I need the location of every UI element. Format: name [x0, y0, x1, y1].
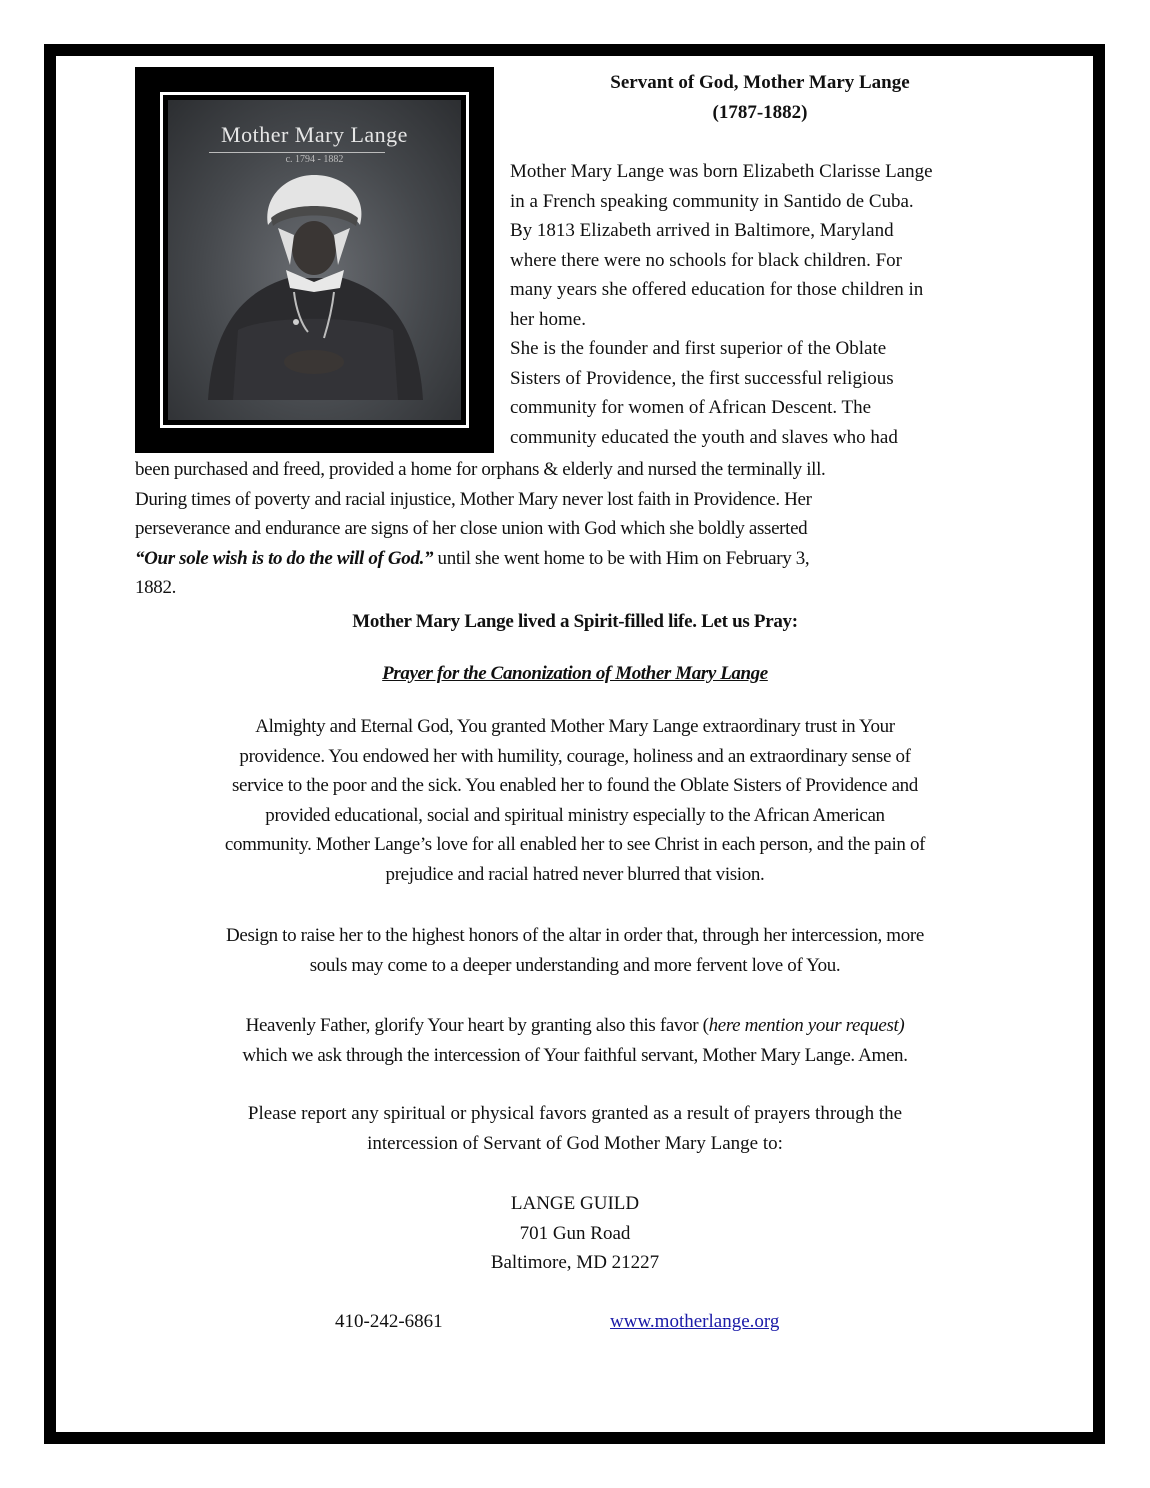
portrait-frame	[135, 67, 494, 453]
biography-line: community for women of African Descent. The	[510, 397, 872, 418]
biography-line: perseverance and endurance are signs of her close union with God which she boldly asserted	[135, 518, 808, 539]
prayer-line: souls may come to a deeper understanding and more fervent love of You.	[309, 954, 841, 976]
prayer-paragraph-1	[125, 712, 1025, 889]
report-instructions	[125, 1099, 1025, 1158]
biography-line: been purchased and freed, provided a home for orphans & elderly and nursed the terminally ill.	[135, 459, 826, 480]
biography-top	[510, 157, 1030, 452]
prayer-line: prejudice and racial hatred never blurred that vision.	[385, 863, 765, 885]
biography-line: community educated the youth and slaves who had	[510, 426, 898, 448]
address-organization: LANGE GUILD	[510, 1193, 640, 1214]
prayer-title: Prayer for the Canonization of Mother Mary Lange	[382, 663, 768, 684]
prayer-line: community. Mother Lange’s love for all enabled her to see Christ in each person, and the pain of	[224, 834, 926, 855]
address-street: 701 Gun Road	[519, 1222, 631, 1244]
biography-line: During times of poverty and racial injustice, Mother Mary never lost faith in Providence. Her	[135, 488, 812, 510]
phone-number: 410-242-6861	[335, 1311, 443, 1332]
document-dates: (1787-1882)	[712, 102, 808, 123]
document-title: Servant of God, Mother Mary Lange	[610, 72, 910, 93]
document-header	[500, 68, 1020, 128]
portrait-figure-icon	[168, 100, 461, 420]
report-line: Please report any spiritual or physical favors granted as a result of prayers through the	[247, 1103, 903, 1124]
prayer-paragraph-3	[125, 1011, 1025, 1070]
prayer-line: provided educational, social and spiritual ministry especially to the African American	[265, 804, 885, 826]
biography-line: 1882.	[135, 577, 177, 598]
biography-quote-after: until she went home to be with Him on February 3,	[433, 547, 810, 569]
biography-line: By 1813 Elizabeth arrived in Baltimore, Maryland	[510, 220, 894, 241]
biography-quote-line	[135, 544, 1035, 574]
mailing-address	[125, 1189, 1025, 1278]
prayer-paragraph-2	[125, 921, 1025, 980]
prayer-line: which we ask through the intercession of Your faithful servant, Mother Mary Lange. Amen.	[242, 1044, 908, 1066]
prayer-request-placeholder: here mention your request)	[708, 1015, 905, 1036]
biography-line: her home.	[510, 308, 586, 330]
report-line: intercession of Servant of God Mother Mary Lange to:	[367, 1132, 783, 1154]
biography-quote: “Our sole wish is to do the will of God.”	[135, 547, 434, 569]
prayer-favor-text: Heavenly Father, glorify Your heart by granting also this favor (	[245, 1015, 709, 1036]
biography-line: many years she offered education for those children in	[510, 279, 924, 300]
prayer-line: Design to raise her to the highest honors of the altar in order that, through her intercession, more	[226, 925, 924, 946]
biography-line: Mother Mary Lange was born Elizabeth Clarisse Lange	[510, 161, 933, 182]
portrait-photo	[168, 100, 461, 420]
biography-line: She is the founder and first superior of the Oblate	[510, 338, 887, 359]
website-link[interactable]: www.motherlange.org	[610, 1311, 780, 1332]
portrait-caption-underline	[209, 152, 385, 153]
biography-line: Sisters of Providence, the first successful religious	[510, 367, 894, 389]
prayer-line: service to the poor and the sick. You enabled her to found the Oblate Sisters of Providence and	[232, 775, 918, 796]
prayer-line: providence. You endowed her with humility, courage, holiness and an extraordinary sense of	[239, 745, 911, 767]
biography-line: where there were no schools for black children. For	[510, 249, 902, 271]
prayer-line	[125, 1011, 1025, 1041]
address-city: Baltimore, MD 21227	[490, 1252, 660, 1273]
biography-line: in a French speaking community in Santido de Cuba.	[510, 190, 914, 212]
portrait-dates: c. 1794 - 1882	[285, 154, 344, 165]
prayer-line: Almighty and Eternal God, You granted Mother Mary Lange extraordinary trust in Your	[255, 716, 895, 737]
pray-heading: Mother Mary Lange lived a Spirit-filled life. Let us Pray:	[352, 611, 798, 632]
biography-bottom	[135, 455, 1035, 603]
portrait-caption: Mother Mary Lange	[221, 122, 408, 147]
